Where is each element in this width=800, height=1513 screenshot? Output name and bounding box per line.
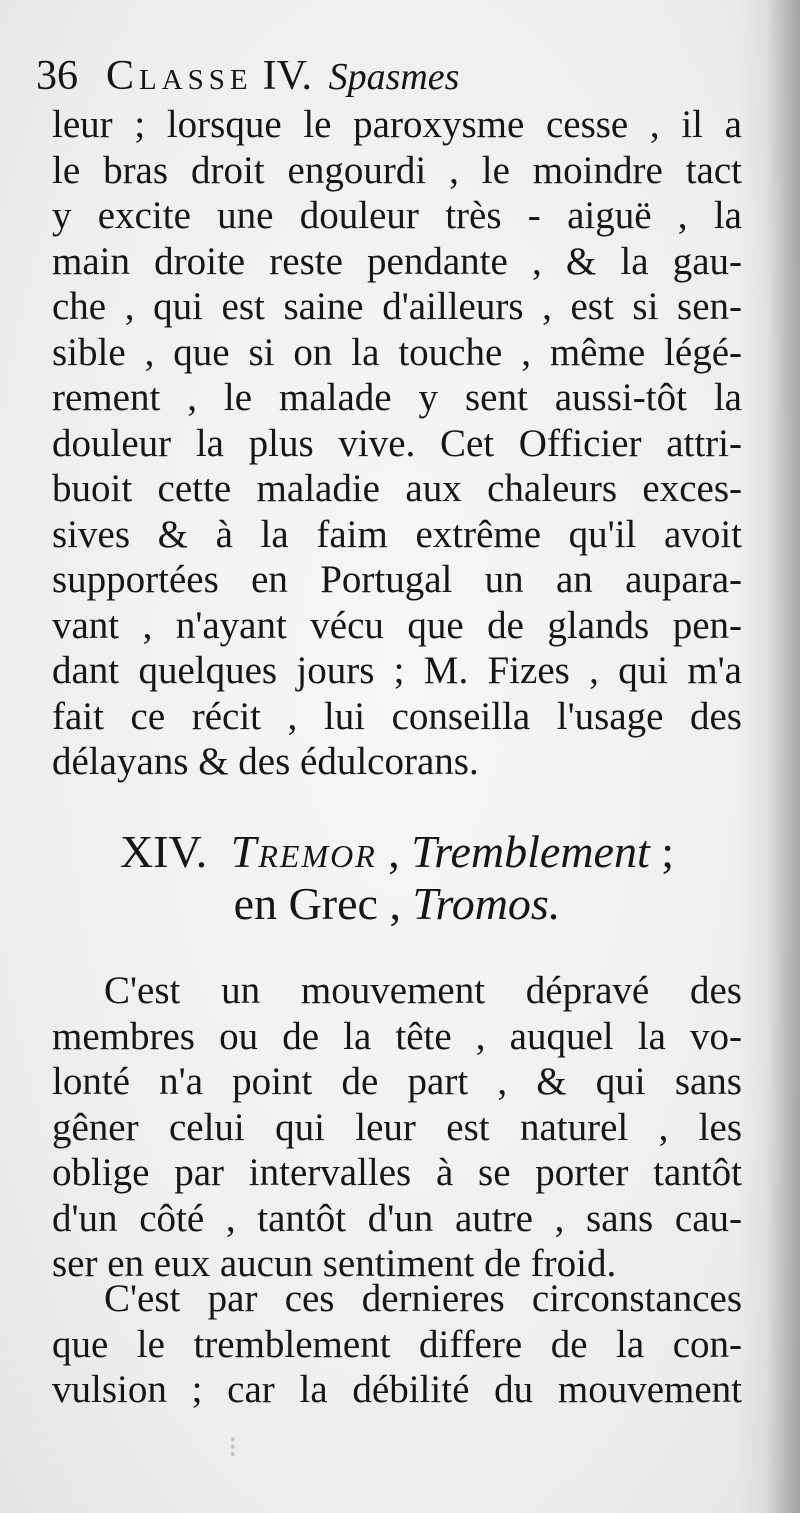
text-line: sible , que si on la touche , même légé-: [52, 330, 742, 374]
text-line: délayans & des édulcorans.: [52, 740, 479, 783]
text-line: main droite reste pendante , & la gau-: [52, 239, 742, 283]
text-line: y excite une douleur très - aiguë , la: [52, 194, 742, 237]
paragraph-distinction: [52, 1276, 742, 1413]
text-line: d'un côté , tantôt d'un autre , sans cau-: [52, 1196, 742, 1240]
page-number: 36: [36, 53, 78, 99]
running-head: [36, 50, 596, 102]
text-line: gêner celui qui leur est naturel , les: [52, 1105, 742, 1149]
text-line: fait ce récit , lui conseilla l'usage des: [52, 694, 742, 738]
text-line: sives & à la faim extrême qu'il avoit: [52, 512, 742, 556]
running-head-classe: Classe: [106, 53, 253, 99]
text-line: oblige par intervalles à se porter tantôt: [52, 1151, 742, 1194]
show-through-mark: ⁝: [228, 1431, 238, 1464]
heading-line-2: [52, 878, 742, 930]
text-line: C'est un mouvement dépravé des: [104, 969, 742, 1012]
heading-line-1: [52, 826, 742, 878]
heading-greek-term: Tromos.: [412, 878, 561, 929]
heading-separator: ,: [388, 826, 400, 877]
text-line: que le tremblement differe de la con-: [52, 1322, 742, 1366]
section-number: XIV.: [119, 826, 208, 877]
heading-latin-term: Tremor: [230, 826, 377, 877]
running-head-classe-number: IV.: [262, 53, 313, 99]
text-line: C'est par ces dernieres circonstances: [104, 1277, 742, 1320]
text-line: ser en eux aucun sentiment de froid.: [52, 1242, 617, 1285]
text-line: le bras droit engourdi , le moindre tact: [52, 148, 742, 192]
text-line: supportées en Portugal un an aupara-: [52, 558, 742, 601]
text-line: vant , n'ayant vécu que de glands pen-: [52, 603, 742, 647]
running-head-topic: Spasmes: [328, 56, 460, 98]
text-line: membres ou de la tête , auquel la vo-: [52, 1014, 742, 1058]
text-line: vulsion ; car la débilité du mouvement: [52, 1368, 742, 1411]
text-line: che , qui est saine d'ailleurs , est si sen-: [52, 285, 742, 328]
text-line: dant quelques jours ; M. Fizes , qui m'a: [52, 649, 742, 692]
text-line: leur ; lorsque le paroxysme cesse , il a: [52, 103, 742, 146]
heading-french-term: Tremblement: [411, 826, 650, 877]
text-line: rement , le malade y sent aussi-tôt la: [52, 376, 742, 419]
heading-greek-prefix: en Grec ,: [233, 878, 401, 929]
paragraph-definition: [52, 968, 742, 1287]
text-line: lonté n'a point de part , & qui sans: [52, 1060, 742, 1103]
paragraph-continued: [52, 102, 742, 785]
page-gutter-shadow: [766, 0, 800, 1513]
text-line: douleur la plus vive. Cet Officier attri-: [52, 421, 742, 465]
section-heading: [52, 826, 742, 930]
text-line: buoit cette maladie aux chaleurs exces-: [52, 467, 742, 510]
heading-separator: ;: [661, 826, 675, 877]
